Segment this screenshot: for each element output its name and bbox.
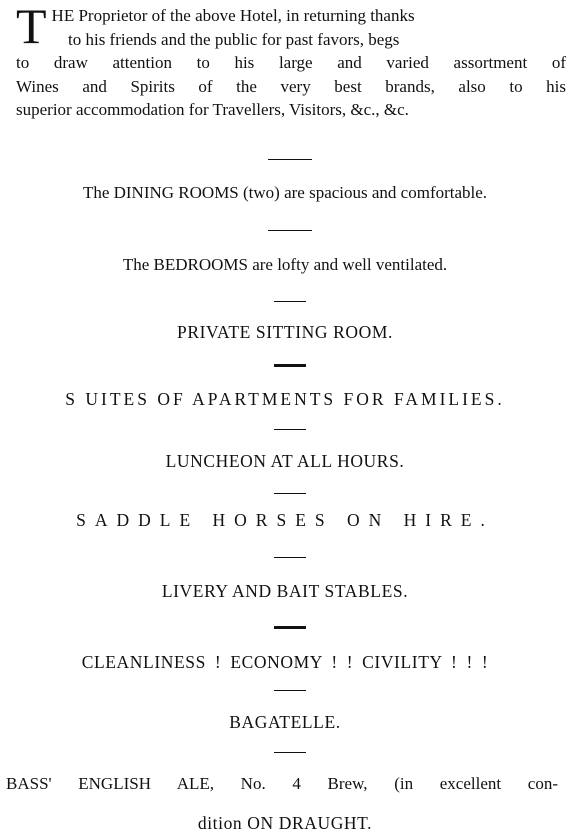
divider-rule bbox=[274, 690, 306, 691]
intro-line-5: superior accommodation for Travellers, Visitors, &c., &c. bbox=[16, 100, 409, 119]
divider-rule bbox=[274, 626, 306, 629]
bedrooms-notice: The BEDROOMS are lofty and well ventilated. bbox=[122, 255, 448, 274]
divider-rule bbox=[274, 752, 306, 753]
divider-rule bbox=[268, 159, 312, 160]
intro-line-4: Wines and Spirits of the very best brands, also to his bbox=[16, 76, 566, 96]
ale-line-2: dition ON DRAUGHT. bbox=[197, 813, 373, 833]
dining-rooms-notice: The DINING ROOMS (two) are spacious and comfortable. bbox=[82, 183, 488, 202]
suites-notice: S UITES OF APARTMENTS FOR FAMILIES. bbox=[65, 389, 505, 409]
intro-line-2: to his friends and the public for past favors, begs bbox=[68, 29, 400, 49]
divider-rule bbox=[274, 301, 306, 302]
intro-paragraph bbox=[16, 0, 566, 122]
divider-rule bbox=[274, 493, 306, 494]
saddle-horses-notice: SADDLE HORSES ON HIRE. bbox=[76, 510, 494, 530]
ale-line-1: BASS' ENGLISH ALE, No. 4 Brew, (in excellent con- bbox=[6, 774, 558, 793]
virtues-notice: CLEANLINESS ! ECONOMY ! ! CIVILITY ! ! ! bbox=[81, 652, 489, 672]
ale-notice bbox=[6, 773, 558, 795]
intro-line-1: HE Proprietor of the above Hotel, in returning thanks bbox=[51, 6, 415, 25]
livery-stables-notice: LIVERY AND BAIT STABLES. bbox=[161, 581, 409, 601]
bagatelle-notice: BAGATELLE. bbox=[229, 712, 341, 732]
drop-cap: T bbox=[16, 0, 47, 54]
sitting-room-notice: PRIVATE SITTING ROOM. bbox=[177, 322, 393, 342]
divider-rule bbox=[274, 557, 306, 558]
intro-line-3: to draw attention to his large and varied assortment of bbox=[16, 53, 566, 72]
luncheon-notice: LUNCHEON AT ALL HOURS. bbox=[165, 451, 405, 471]
divider-rule bbox=[268, 230, 312, 231]
divider-rule bbox=[274, 429, 306, 430]
divider-rule bbox=[274, 364, 306, 367]
